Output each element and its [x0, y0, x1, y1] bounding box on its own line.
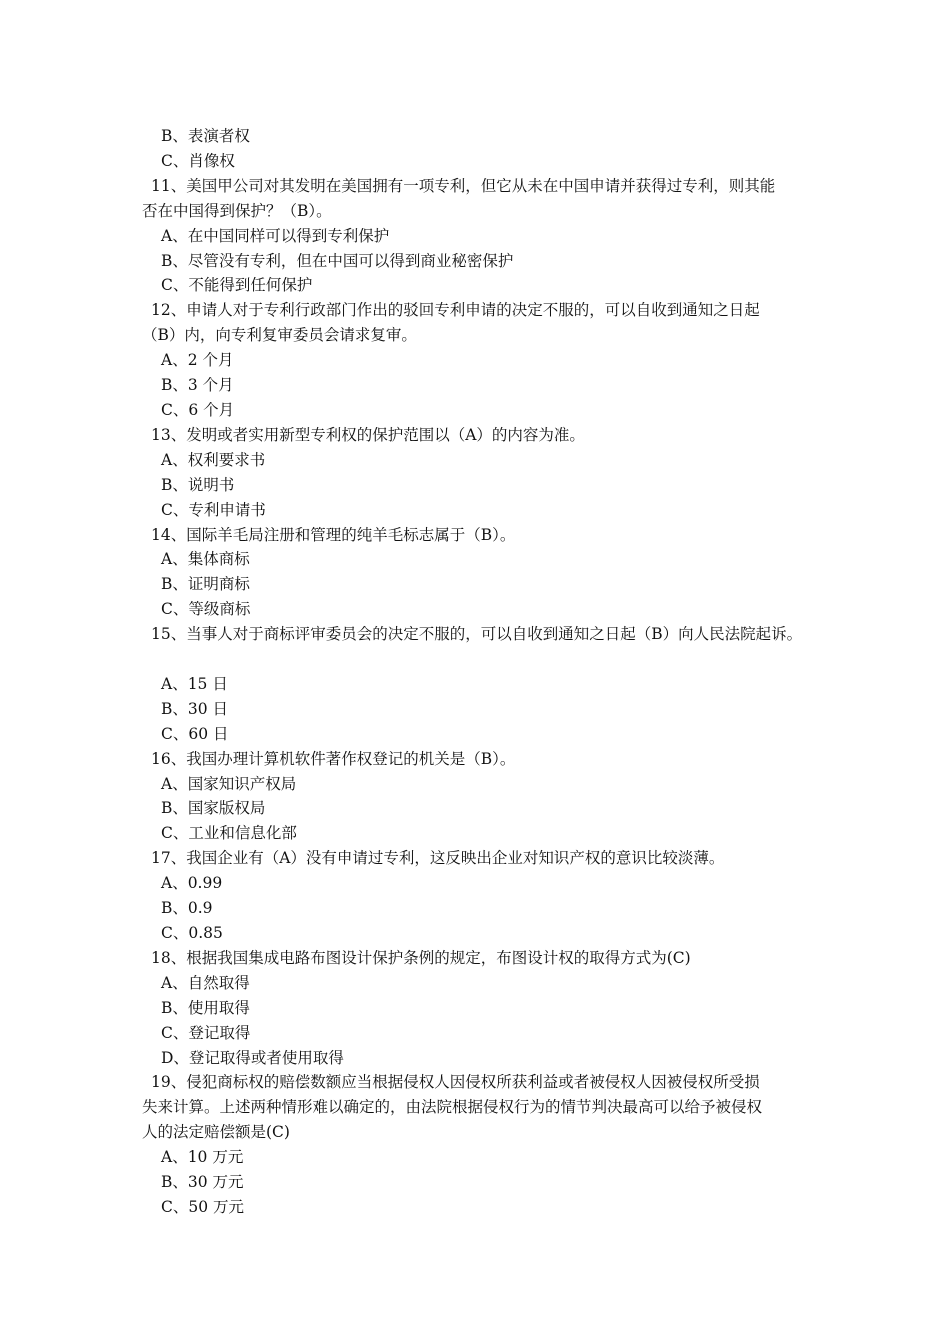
answer-option: A、集体商标: [161, 550, 250, 569]
question-text: 15、当事人对于商标评审委员会的决定不服的，可以自收到通知之日起（B）向人民法院起诉。: [151, 625, 803, 644]
blank-line: [142, 647, 822, 672]
answer-option: B、0.9: [161, 899, 213, 918]
answer-option: A、0.99: [161, 874, 223, 893]
answer-option: C、专利申请书: [161, 500, 266, 519]
question-text: 11、美国甲公司对其发明在美国拥有一项专利，但它从未在中国申请并获得过专利，则其能: [151, 176, 776, 195]
question-text: 12、申请人对于专利行政部门作出的驳回专利申请的决定不服的，可以自收到通知之日起: [151, 301, 760, 320]
answer-option: A、在中国同样可以得到专利保护: [161, 226, 390, 245]
answer-option: B、说明书: [161, 475, 235, 494]
answer-option: C、6 个月: [161, 400, 235, 419]
question-text: 17、我国企业有（A）没有申请过专利，这反映出企业对知识产权的意识比较淡薄。: [151, 849, 725, 868]
answer-option: A、权利要求书: [161, 450, 266, 469]
answer-option: C、等级商标: [161, 600, 251, 619]
answer-option: C、0.85: [161, 923, 223, 942]
question-text-continued: 人的法定赔偿额是(C): [142, 1123, 290, 1142]
question-text: 14、国际羊毛局注册和管理的纯羊毛标志属于（B）。: [151, 525, 516, 544]
answer-option: B、3 个月: [161, 376, 234, 395]
answer-option: C、工业和信息化部: [161, 824, 297, 843]
question-text-continued: （B）内，向专利复审委员会请求复审。: [142, 326, 417, 345]
answer-option: A、自然取得: [161, 973, 250, 992]
answer-option: C、不能得到任何保护: [161, 276, 313, 295]
question-text: 18、根据我国集成电路布图设计保护条例的规定，布图设计权的取得方式为(C): [151, 948, 691, 967]
question-text: 13、发明或者实用新型专利权的保护范围以（A）的内容为准。: [151, 425, 585, 444]
answer-option: C、50 万元: [161, 1197, 245, 1216]
question-text-continued: 失来计算。上述两种情形难以确定的，由法院根据侵权行为的情节判决最高可以给予被侵权: [142, 1098, 763, 1117]
answer-option: A、10 万元: [161, 1148, 244, 1167]
answer-option: B、国家版权局: [161, 799, 266, 818]
answer-option: C、60 日: [161, 724, 229, 743]
answer-option: B、尽管没有专利，但在中国可以得到商业秘密保护: [161, 251, 514, 270]
answer-option: C、登记取得: [161, 1023, 251, 1042]
answer-option: D、登记取得或者使用取得: [161, 1048, 344, 1067]
answer-option: B、证明商标: [161, 575, 250, 594]
question-text: 19、侵犯商标权的赔偿数额应当根据侵权人因侵权所获利益或者被侵权人因被侵权所受损: [151, 1073, 760, 1092]
answer-option: A、15 日: [161, 674, 228, 693]
answer-option: B、30 万元: [161, 1173, 244, 1192]
document-page: [142, 124, 822, 1220]
question-text-continued: 否在中国得到保护？（B）。: [142, 201, 332, 220]
answer-option: B、30 日: [161, 699, 229, 718]
answer-option: A、国家知识产权局: [161, 774, 297, 793]
answer-option: C、肖像权: [161, 151, 235, 170]
question-text: 16、我国办理计算机软件著作权登记的机关是（B）。: [151, 749, 516, 768]
answer-option: B、表演者权: [161, 127, 250, 145]
answer-option: B、使用取得: [161, 998, 250, 1017]
answer-option: A、2 个月: [161, 351, 234, 370]
